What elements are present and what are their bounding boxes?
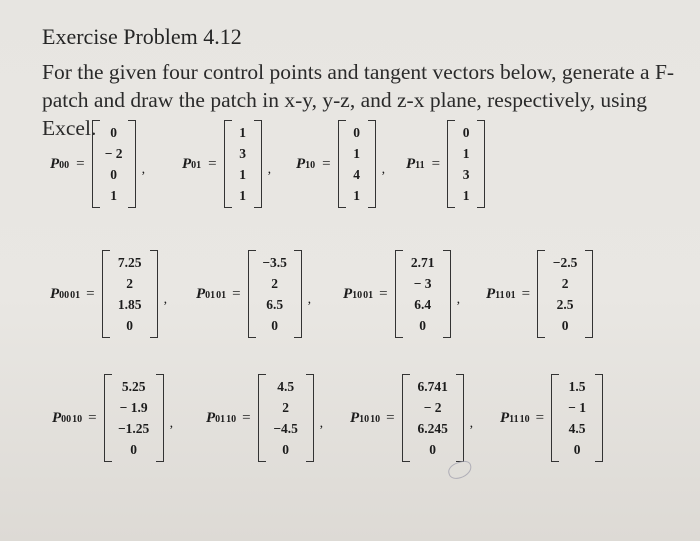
vector-entry: 2 (126, 275, 134, 291)
vector-entry: 1 (239, 166, 247, 182)
separator: , (456, 292, 461, 307)
vector-entry: −3.5 (262, 254, 287, 270)
vector-entry: 0 (429, 441, 437, 457)
label-p11-01: P 11 01 (486, 285, 516, 302)
equation-p01-01: P 01 01 = −3.5 2 6.5 0 , (196, 250, 311, 338)
vector-entry: 5.25 (121, 378, 146, 394)
vector-p11-10 (551, 374, 603, 462)
vector-entry: − 3 (413, 275, 432, 291)
vector-entry: −2.5 (552, 254, 578, 270)
vector-entry: 2 (271, 275, 279, 291)
label-p01-10: P 01 10 (206, 409, 237, 426)
exercise-title: Exercise Problem 4.12 (42, 24, 242, 49)
vector-entry: 0 (282, 441, 290, 457)
vector-entry: 3 (239, 145, 247, 161)
vector-entry: 2.71 (410, 254, 435, 270)
label-p11: P 11 (406, 155, 425, 172)
separator: , (469, 416, 474, 431)
vector-entry: −1.25 (117, 420, 150, 436)
vector-entry: 4.5 (568, 420, 586, 436)
separator: , (163, 292, 168, 307)
vector-entry: −4.5 (273, 420, 298, 436)
vector-entry: − 1 (568, 399, 586, 415)
vector-entry: 0 (573, 441, 581, 457)
vector-p00 (92, 120, 136, 208)
vector-entry: 4.5 (277, 378, 295, 394)
vector-entry: 2 (282, 399, 290, 415)
equation-p00-01: P 00 01 = 7.25 2 1.85 0 , (50, 250, 167, 338)
equation-p10: P 10 = 0 1 4 1 , (296, 120, 385, 208)
vector-entry: 1 (239, 187, 247, 203)
vector-entry: − 1.9 (119, 399, 148, 415)
vector-p11 (447, 120, 485, 208)
separator: , (381, 162, 386, 177)
label-p10-10: P 10 10 (350, 409, 381, 426)
vector-entry: − 2 (423, 399, 442, 415)
vector-entry: 1 (239, 124, 247, 140)
vector-entry: 2.5 (556, 296, 574, 312)
vector-entry: 4 (353, 166, 361, 182)
vector-entry: 6.4 (414, 296, 432, 312)
label-p01: P 01 (182, 155, 202, 172)
equation-p11-01: P 11 01 = −2.5 2 2.5 0 (486, 250, 593, 338)
vector-entry: 0 (353, 124, 361, 140)
vector-entry: 0 (126, 317, 134, 333)
vector-p01-10 (258, 374, 314, 462)
label-p10-01: P 10 01 (343, 285, 374, 302)
vector-entry: − 2 (104, 145, 123, 161)
vector-p10 (338, 120, 376, 208)
vector-entry: 1 (353, 187, 361, 203)
equation-p10-10: P 10 10 = 6.741 − 2 6.245 0 , (350, 374, 473, 462)
label-p01-01: P 01 01 (196, 285, 227, 302)
vector-entry: 1.85 (117, 296, 142, 312)
equation-p01: P 01 = 1 3 1 1 , (182, 120, 271, 208)
vector-entry: 1 (462, 145, 470, 161)
vector-entry: 0 (462, 124, 470, 140)
vector-p10-10 (402, 374, 464, 462)
vector-p00-10 (104, 374, 164, 462)
vector-entry: 6.245 (417, 420, 448, 436)
equation-p11: P 11 = 0 1 3 1 (406, 120, 485, 208)
vector-entry: 7.25 (117, 254, 142, 270)
vector-entry: 1.5 (568, 378, 586, 394)
separator: , (169, 416, 174, 431)
label-p11-10: P 11 10 (500, 409, 530, 426)
equation-p10-01: P 10 01 = 2.71 − 3 6.4 0 , (343, 250, 460, 338)
vector-entry: 6.5 (266, 296, 284, 312)
vector-entry: 1 (353, 145, 361, 161)
vector-p10-01 (395, 250, 451, 338)
vector-entry: 0 (419, 317, 427, 333)
problem-statement: For the given four control points and tangent vectors below, generate a F-patch and draw the patch in x-y, y-z, and z-x plane, respectively, using Excel. (42, 60, 675, 140)
vector-entry: 0 (271, 317, 279, 333)
vector-entry: 0 (130, 441, 138, 457)
vector-entry: 1 (110, 187, 118, 203)
vector-entry: 3 (462, 166, 470, 182)
label-p00: P 00 (50, 155, 70, 172)
vector-p11-01 (537, 250, 593, 338)
vector-entry: 2 (561, 275, 569, 291)
equation-p01-10: P 01 10 = 4.5 2 −4.5 0 , (206, 374, 323, 462)
equation-p00-10: P 00 10 = 5.25 − 1.9 −1.25 0 , (52, 374, 173, 462)
label-p10: P 10 (296, 155, 316, 172)
separator: , (307, 292, 312, 307)
label-p00-10: P 00 10 (52, 409, 83, 426)
vector-entry: 6.741 (417, 378, 448, 394)
vector-entry: 0 (110, 124, 118, 140)
vector-p01 (224, 120, 262, 208)
vector-entry: 0 (561, 317, 569, 333)
separator: , (267, 162, 272, 177)
vector-p00-01 (102, 250, 158, 338)
equation-p11-10: P 11 10 = 1.5 − 1 4.5 0 (500, 374, 603, 462)
equation-p00: P 00 = 0 − 2 0 1 , (50, 120, 145, 208)
vector-entry: 0 (110, 166, 118, 182)
separator: , (319, 416, 324, 431)
label-p00-01: P 00 01 (50, 285, 81, 302)
pen-mark (446, 459, 474, 482)
separator: , (141, 162, 146, 177)
vector-p01-01 (248, 250, 302, 338)
vector-entry: 1 (462, 187, 470, 203)
